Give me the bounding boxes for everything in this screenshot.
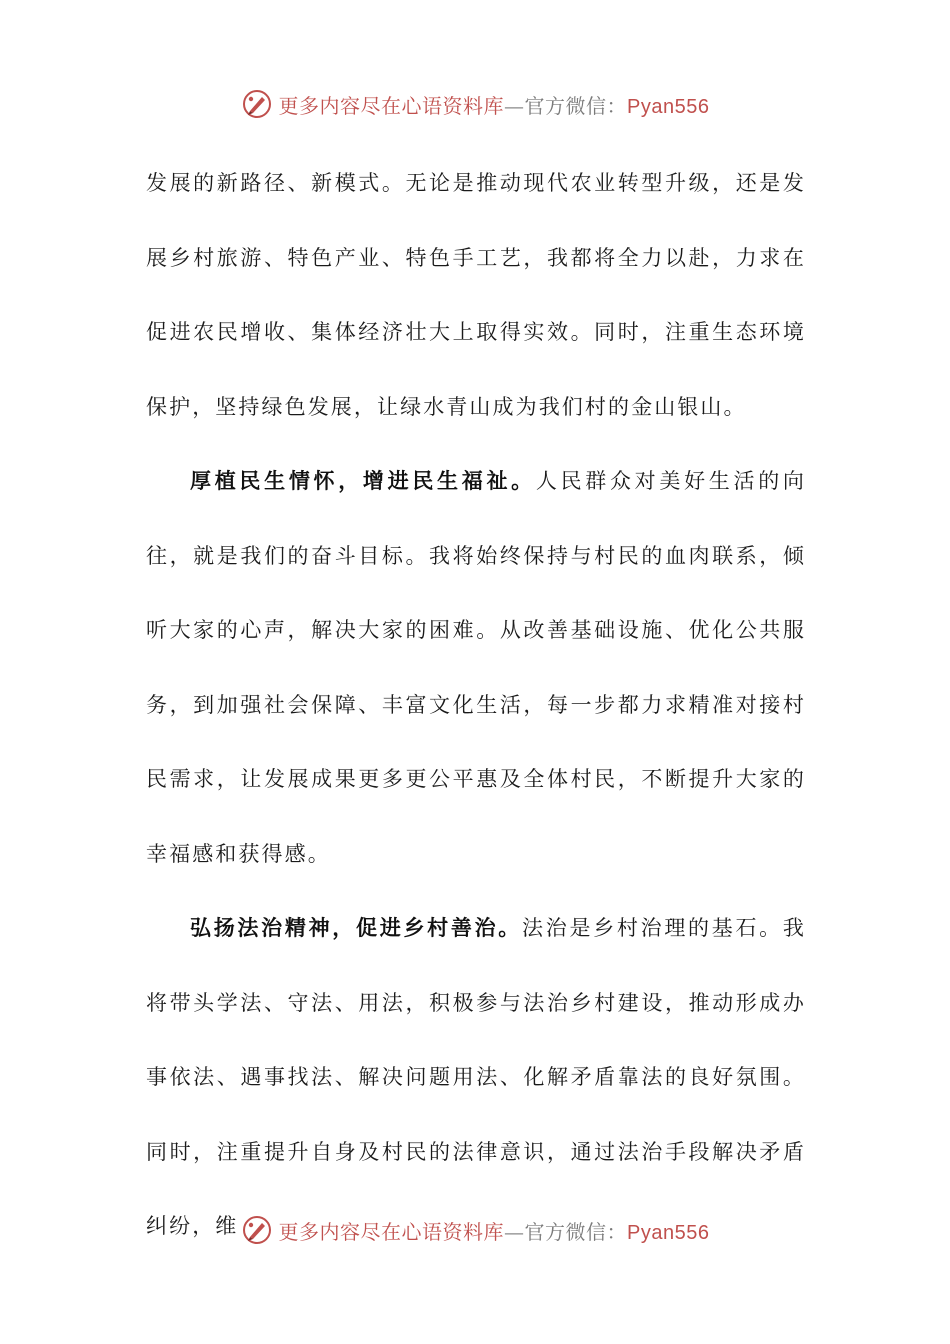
paragraph-2 xyxy=(146,444,806,891)
banner-slogan: 更多内容尽在心语资料库 xyxy=(278,93,505,118)
paragraph-3 xyxy=(146,891,806,1264)
banner-text xyxy=(279,1216,710,1245)
banner-wechat-id: Pyan556 xyxy=(627,95,710,118)
banner-wechat-label: 官方微信： xyxy=(524,1219,628,1244)
paragraph-3-text: 法治是乡村治理的基石。我将带头学法、守法、用法，积极参与法治乡村建设，推动形成办事依法、遇事找法、解决问题用法、化解矛盾靠法的良好氛围。同时，注重提升自身及村民的法律意识，通过法治手段解决矛盾纠纷，维 xyxy=(146,916,807,1238)
paragraph-1-text: 发展的新路径、新模式。无论是推动现代农业转型升级，还是发展乡村旅游、特色产业、特色手工艺，我都将全力以赴，力求在促进农民增收、集体经济壮大上取得实效。同时，注重生态环境保护，坚持绿色发展，让绿水青山成为我们村的金山银山。 xyxy=(146,171,806,419)
banner-slogan: 更多内容尽在心语资料库 xyxy=(278,1219,505,1244)
paragraph-1 xyxy=(146,146,806,444)
pen-logo-icon xyxy=(241,1214,273,1246)
pen-logo-icon xyxy=(241,88,273,120)
header-banner xyxy=(0,84,950,124)
paragraph-2-heading: 厚植民生情怀，增进民生福祉。 xyxy=(190,468,536,493)
banner-dash: — xyxy=(504,1219,525,1244)
paragraph-3-heading: 弘扬法治精神，促进乡村善治。 xyxy=(190,915,523,940)
banner-wechat-label: 官方微信： xyxy=(524,93,628,118)
paragraph-2-text: 人民群众对美好生活的向往，就是我们的奋斗目标。我将始终保持与村民的血肉联系，倾听大家的心声，解决大家的困难。从改善基础设施、优化公共服务，到加强社会保障、丰富文化生活，每一步都力求精准对接村民需求，让发展成果更多更公平惠及全体村民，不断提升大家的幸福感和获得感。 xyxy=(146,469,806,866)
document-body xyxy=(146,146,806,1264)
banner-text xyxy=(279,90,710,119)
banner-dash: — xyxy=(504,93,525,118)
banner-wechat-id: Pyan556 xyxy=(627,1221,710,1244)
footer-banner xyxy=(0,1210,950,1250)
